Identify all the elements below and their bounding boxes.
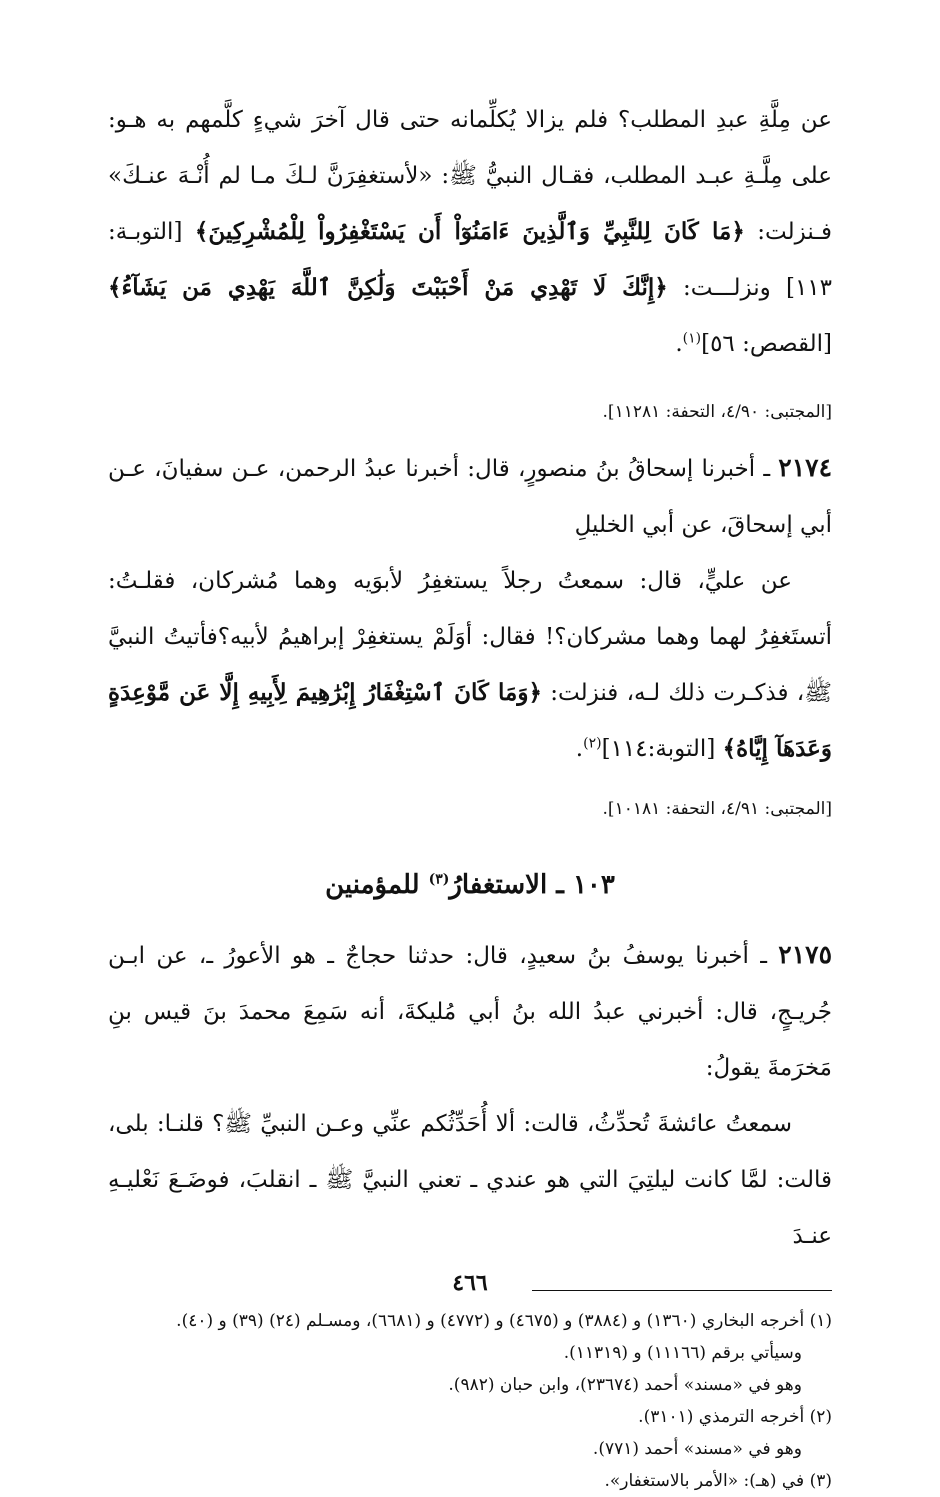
footnotes <box>108 1305 832 1497</box>
matn-text: عن عليٍّ، قال: سمعتُ رجلاً يستغفِرُ لأبوَيه وهما مُشركان، فقلـتُ: أتستَغفِرُ لهما وهما مشركان؟! فقال: أوَلَمْ يستغفِرْ إبراهيمُ لأبيه؟فأتيتُ النبيَّ ﷺ، فذكـرت ذلك لـه، فنزلت: <box>108 568 833 706</box>
chapter-title: ١٠٣ ـ الاستغفارُ <box>449 870 615 900</box>
source-reference: [المجتبى: ٤/٩١، التحفة: ١٠١٨١]. <box>602 799 832 819</box>
hadith-number: ٢١٧٤ <box>778 453 833 482</box>
hadith-2175-matn <box>108 1096 832 1264</box>
footnote-marker: (١) <box>682 330 702 347</box>
hadith-2174-isnad <box>108 440 832 553</box>
footnote-marker: (٢) <box>583 735 602 752</box>
punctuation: . <box>675 331 683 357</box>
punctuation: . <box>575 736 584 762</box>
chapter-title-rest: للمؤمنين <box>325 870 420 900</box>
footnote-2: (٢) أخرجه الترمذي (٣١٠١). <box>638 1407 832 1427</box>
quran-verse: ﴿وَمَا كَانَ ٱسْتِغْفَارُ إِبْرَٰهِيمَ لِأَبِيهِ إِلَّا عَن مَّوْعِدَةٍ وَعَدَهَآ إِيَّاهُ﴾ <box>108 679 832 762</box>
source-reference: [المجتبى: ٤/٩٠، التحفة: ١١٢٨١]. <box>602 402 832 422</box>
page-number: ٤٦٦ <box>452 1270 488 1296</box>
matn-text: سمعتُ عائشةَ تُحدِّثُ، قالت: ألا أُحَدِّثُكم عنِّي وعـن النبيِّ ﷺ؟ قلنـا: بلى، قالت: لمَّا كانت ليلتِيَ التي هو عندي ـ تعني النبيَّ ﷺ ـ انقلبَ، فوضَـعَ نَعْليـهِ عنـدَ <box>108 1111 832 1249</box>
footnote-1-line: وسيأتي برقم (١١١٦٦) و (١١٣١٩). <box>563 1343 802 1363</box>
quran-verse: ﴿مَا كَانَ لِلنَّبِيِّ وَٱلَّذِينَ ءَامَنُوٓاْ أَن يَسْتَغْفِرُواْ لِلْمُشْرِكِينَ﴾ <box>194 218 745 245</box>
paragraph-continuation <box>108 92 832 372</box>
verse-reference: [التوبة:١١٤] <box>601 736 716 762</box>
verse-reference: [التوبـة: ١١٣] ونزلـــت: <box>108 219 832 301</box>
verse-reference: [القصص: ٥٦] <box>701 331 832 357</box>
footnote-marker: (٣) <box>428 871 450 888</box>
hadith-number: ٢١٧٥ <box>778 940 833 969</box>
footnote-1-line: وهو في «مسند» أحمد (٢٣٦٧٤)، وابن حبان (٩٨٢). <box>448 1375 802 1395</box>
hadith-2174-matn <box>108 553 832 777</box>
hadith-2175-isnad <box>108 927 832 1096</box>
footnote-1: (١) أخرجه البخاري (١٣٦٠) و (٣٨٨٤) و (٤٦٧٥) و (٤٧٧٢) و (٦٦٨١)، ومسـلم (٢٤) (٣٩) و (٤٠). <box>176 1311 832 1331</box>
footnote-2-line: وهو في «مسند» أحمد (٧٧١). <box>592 1439 802 1459</box>
chapter-heading <box>108 863 832 907</box>
isnad-text: ـ أخبرنا إسحاقُ بنُ منصورٍ، قال: أخبرنا عبدُ الرحمن، عـن سفيانَ، عـن أبي إسحاقَ، عن أبي الخليلِ <box>108 456 832 538</box>
isnad-text: ـ أخبرنا يوسفُ بنُ سعيدٍ، قال: حدثنا حجاجٌ ـ هو الأعورُ ـ، عن ابـن جُريـجٍ، قال: أخبرني عبدُ الله بنُ أبي مُليكةَ، أنه سَمِعَ محمدَ بنَ قيس بنِ مَخرَمةَ يقولُ: <box>108 943 832 1081</box>
quran-verse: ﴿إِنَّكَ لَا تَهْدِي مَنْ أَحْبَبْتَ وَلَٰكِنَّ ٱللَّهَ يَهْدِي مَن يَشَآءُ﴾ <box>108 274 668 301</box>
paragraph-text: عن مِلَّةِ عبدِ المطلب؟ فلم يزالا يُكلِّمانه حتى قال آخرَ شيءٍ كلَّمهم به هـو: على مِلَّـةِ عبـد المطلب، فقـال النبيُّ ﷺ: «لأستغفِرَنَّ لـكَ مـا لم أُنْـهَ عنـكَ» فـنزلت: <box>108 107 833 245</box>
footnote-3: (٣) في (هـ): «الأمر بالاستغفار». <box>604 1471 832 1491</box>
